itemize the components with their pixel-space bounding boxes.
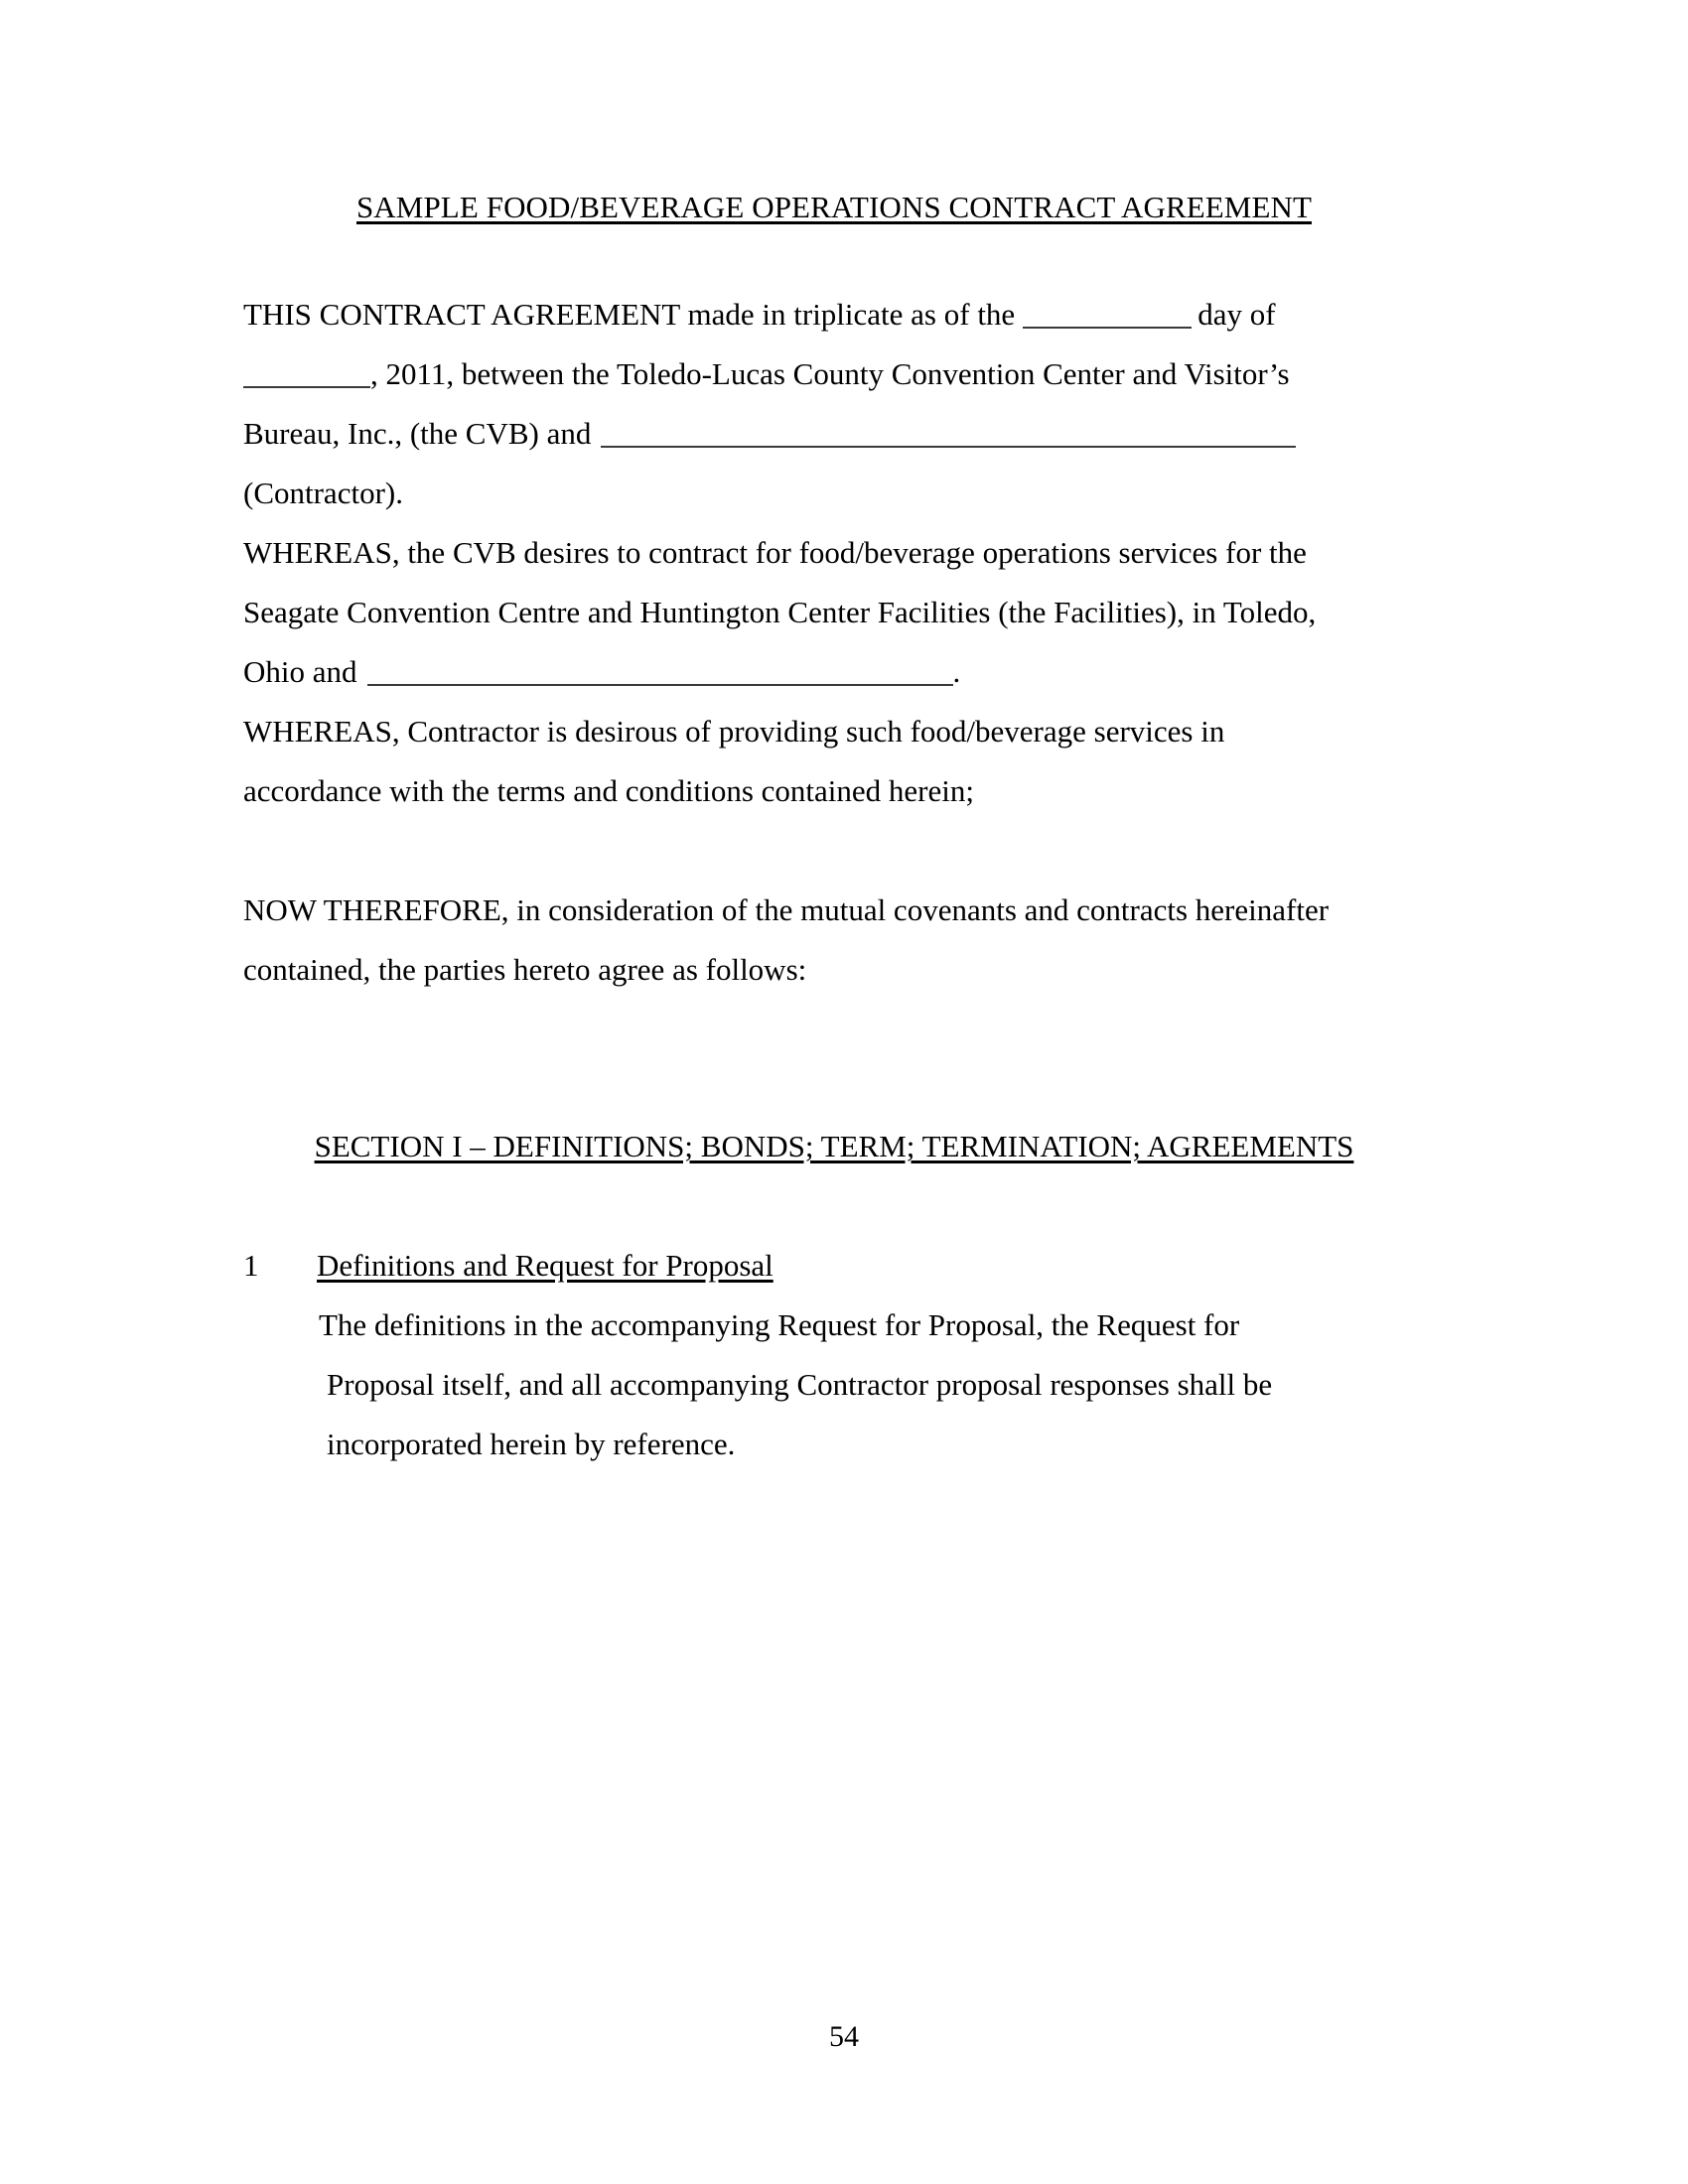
recital-1-line-3-text-a: Ohio and [243,654,357,690]
section-heading-text: SECTION I – DEFINITIONS; BONDS; TERM; TERMINATION; AGREEMENTS [314,1129,1354,1164]
blank-month-field[interactable] [243,360,370,388]
now-therefore-line-2 [243,940,1425,1000]
document-content [243,0,1425,1474]
preamble-line-3-text: Bureau, Inc., (the CVB) and [243,416,592,452]
blank-day-field[interactable] [1023,301,1192,329]
blank-contractor-name-field[interactable] [601,420,1296,448]
clause-1-body [243,1296,1425,1474]
recital-1-line-2-text: Seagate Convention Centre and Huntington Center Facilities (the Facilities), in Toledo, [243,595,1317,630]
clause-1-body-line-3: incorporated herein by reference. [327,1427,736,1462]
recital-1-line-3 [243,642,1425,702]
recital-2-line-2-text: accordance with the terms and conditions contained herein; [243,773,974,809]
clause-1-heading [243,1236,1425,1296]
preamble-line-1-text-b: day of [1197,297,1276,333]
section-heading [243,1117,1425,1176]
preamble-line-1-text-a: THIS CONTRACT AGREEMENT made in triplicate as of the [243,297,1016,333]
clause-1-number: 1 [243,1248,259,1284]
preamble-line-4 [243,464,1425,523]
now-therefore-line-1 [243,881,1425,940]
clause-1-body-line-2: Proposal itself, and all accompanying Contractor proposal responses shall be [327,1367,1273,1403]
clause-1-title: Definitions and Request for Proposal [317,1248,774,1284]
blank-location-field[interactable] [367,658,953,686]
clause-1-body-line-1: The definitions in the accompanying Request for Proposal, the Request for [319,1307,1240,1343]
page-title-text: SAMPLE FOOD/BEVERAGE OPERATIONS CONTRACT AGREEMENT [355,190,1313,224]
now-therefore-line-2-text: contained, the parties hereto agree as follows: [243,952,807,988]
recital-1-line-1 [243,523,1425,583]
preamble-line-4-text: (Contractor). [243,476,403,511]
recital-1-line-1-text: WHEREAS, the CVB desires to contract for food/beverage operations services for the [243,535,1307,571]
recital-2-line-1-text: WHEREAS, Contractor is desirous of providing such food/beverage services in [243,714,1225,750]
recital-1-line-2 [243,583,1425,642]
paragraph-spacer-1 [243,821,1425,881]
now-therefore-line-1-text: NOW THEREFORE, in consideration of the mutual covenants and contracts hereinafter [243,892,1330,928]
preamble-line-2 [243,344,1425,404]
page-number: 54 [829,2020,859,2053]
recital-1-line-3-text-b: . [952,654,961,690]
recital-2-line-2 [243,761,1425,821]
preamble-paragraph [243,285,1425,1000]
recital-2-line-1 [243,702,1425,761]
page-title [243,189,1425,225]
preamble-line-1 [243,285,1425,344]
preamble-line-3 [243,404,1425,464]
preamble-line-2-text: , 2011, between the Toledo-Lucas County Convention Center and Visitor’s [370,356,1290,392]
